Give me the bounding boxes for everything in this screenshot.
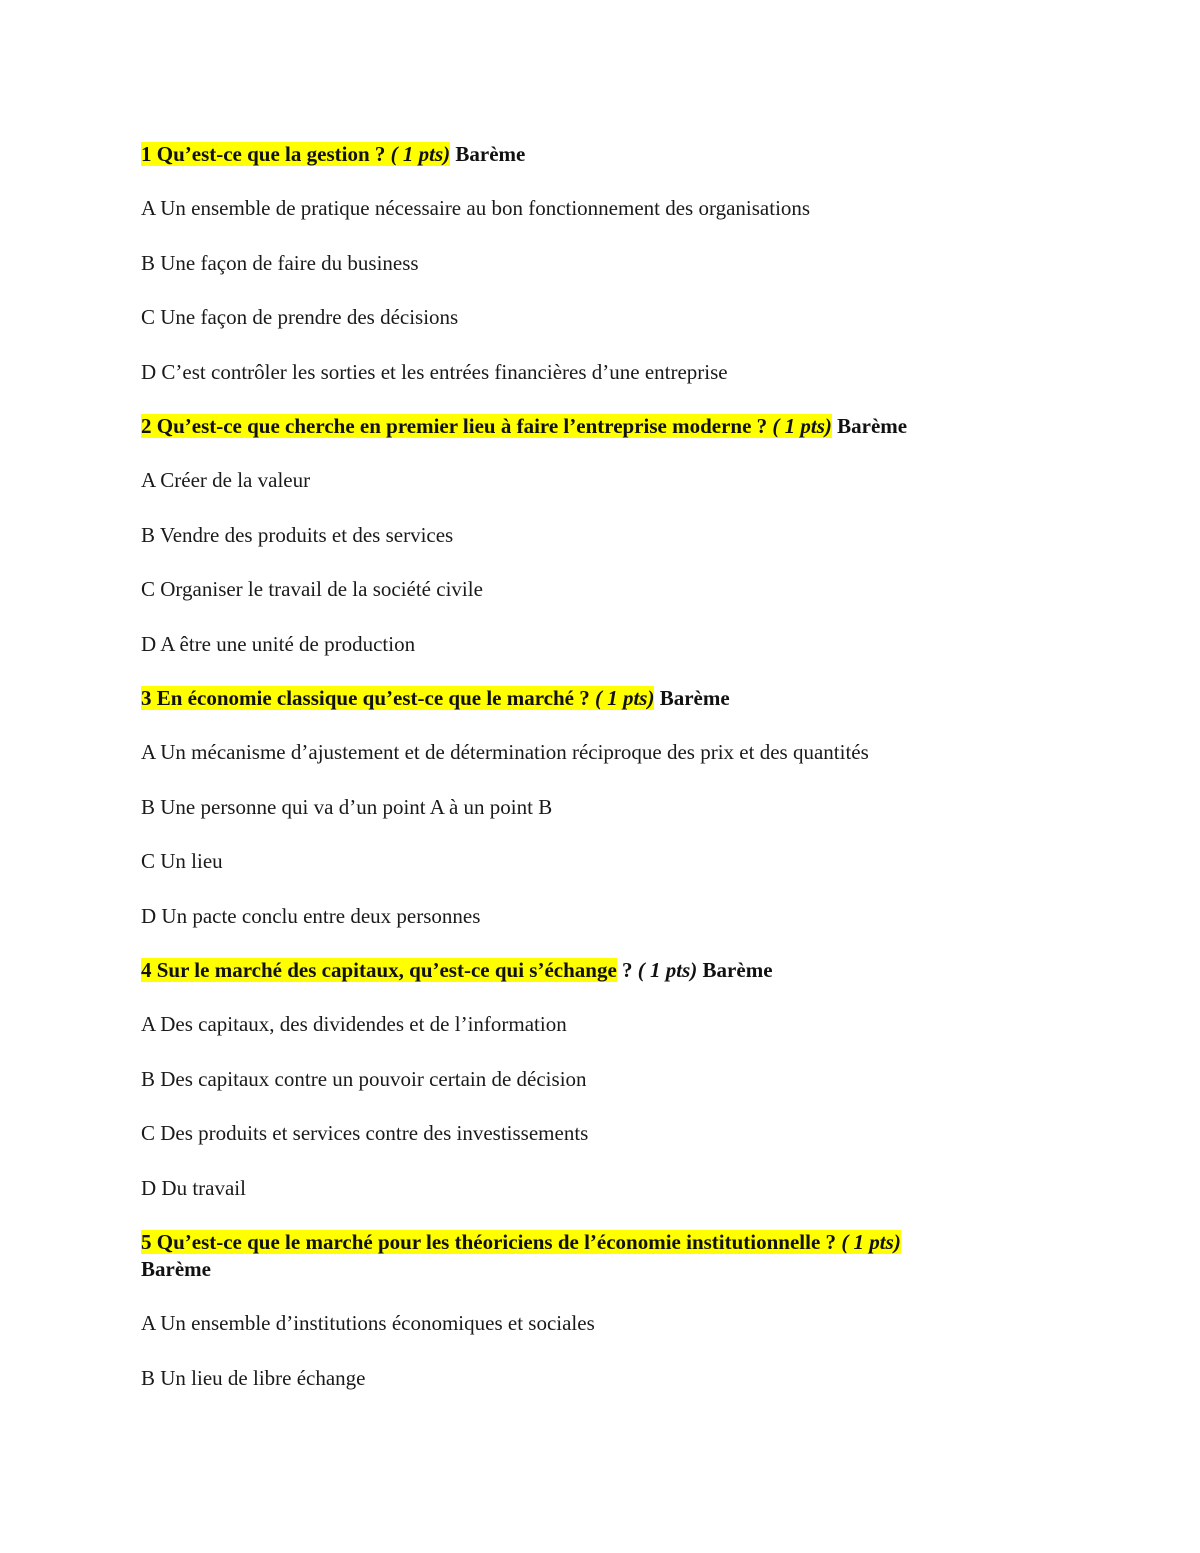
question-text: 4 Sur le marché des capitaux, qu’est-ce qui s’échange	[141, 958, 617, 982]
bareme-label: Barème	[837, 414, 908, 438]
question-1	[141, 141, 1021, 386]
question-title	[141, 413, 1021, 440]
bareme-label: Barème	[659, 686, 730, 710]
option-d: D Un pacte conclu entre deux personnes	[141, 903, 481, 928]
points-label: ( 1 pts)	[841, 1230, 901, 1254]
option-b: B Vendre des produits et des services	[141, 522, 454, 547]
highlight	[141, 142, 450, 166]
option-a: A Des capitaux, des dividendes et de l’information	[141, 1012, 567, 1036]
option-b: B Une personne qui va d’un point A à un point B	[141, 794, 553, 819]
option-a: A Un ensemble de pratique nécessaire au bon fonctionnement des organisations	[141, 196, 811, 220]
highlight	[141, 958, 617, 982]
option-b: B Une façon de faire du business	[141, 250, 419, 275]
bareme-label: Barème	[141, 1257, 211, 1281]
option-c: C Une façon de prendre des décisions	[141, 305, 459, 329]
points-label: ( 1 pts)	[390, 142, 451, 166]
question-text: 1 Qu’est-ce que la gestion ?	[141, 142, 386, 166]
points-label: ( 1 pts)	[637, 958, 698, 982]
question-3	[141, 685, 1021, 930]
highlight	[141, 1230, 901, 1254]
question-2	[141, 413, 1021, 658]
question-text: 2 Qu’est-ce que cherche en premier lieu à faire l’entreprise moderne ?	[141, 414, 768, 438]
question-5	[141, 1229, 1021, 1392]
highlight	[141, 414, 832, 438]
option-a: A Créer de la valeur	[141, 468, 311, 492]
question-text: 5 Qu’est-ce que le marché pour les théoriciens de l’économie institutionnelle ?	[141, 1230, 837, 1254]
question-title	[141, 141, 1021, 168]
option-d: D A être une unité de production	[141, 631, 416, 656]
question-title	[141, 957, 1021, 984]
option-b: B Un lieu de libre échange	[141, 1365, 366, 1390]
question-mark: ?	[616, 958, 633, 982]
points-label: ( 1 pts)	[772, 414, 832, 438]
question-text: 3 En économie classique qu’est-ce que le marché ?	[141, 686, 590, 710]
question-4	[141, 957, 1021, 1202]
question-title	[141, 685, 1021, 712]
option-d: D Du travail	[141, 1175, 246, 1200]
option-b: B Des capitaux contre un pouvoir certain de décision	[141, 1066, 587, 1091]
highlight	[141, 686, 654, 710]
option-c: C Organiser le travail de la société civile	[141, 577, 483, 601]
option-c: C Des produits et services contre des investissements	[141, 1121, 589, 1145]
points-label: ( 1 pts)	[594, 686, 655, 710]
document-page	[141, 141, 1021, 1419]
option-a: A Un ensemble d’institutions économiques et sociales	[141, 1311, 595, 1335]
question-title	[141, 1229, 971, 1283]
option-d: D C’est contrôler les sorties et les entrées financières d’une entreprise	[141, 359, 728, 384]
bareme-label: Barème	[455, 142, 526, 166]
option-c: C Un lieu	[141, 849, 223, 873]
bareme-label: Barème	[702, 958, 773, 982]
option-a: A Un mécanisme d’ajustement et de détermination réciproque des prix et des quantités	[141, 740, 869, 764]
